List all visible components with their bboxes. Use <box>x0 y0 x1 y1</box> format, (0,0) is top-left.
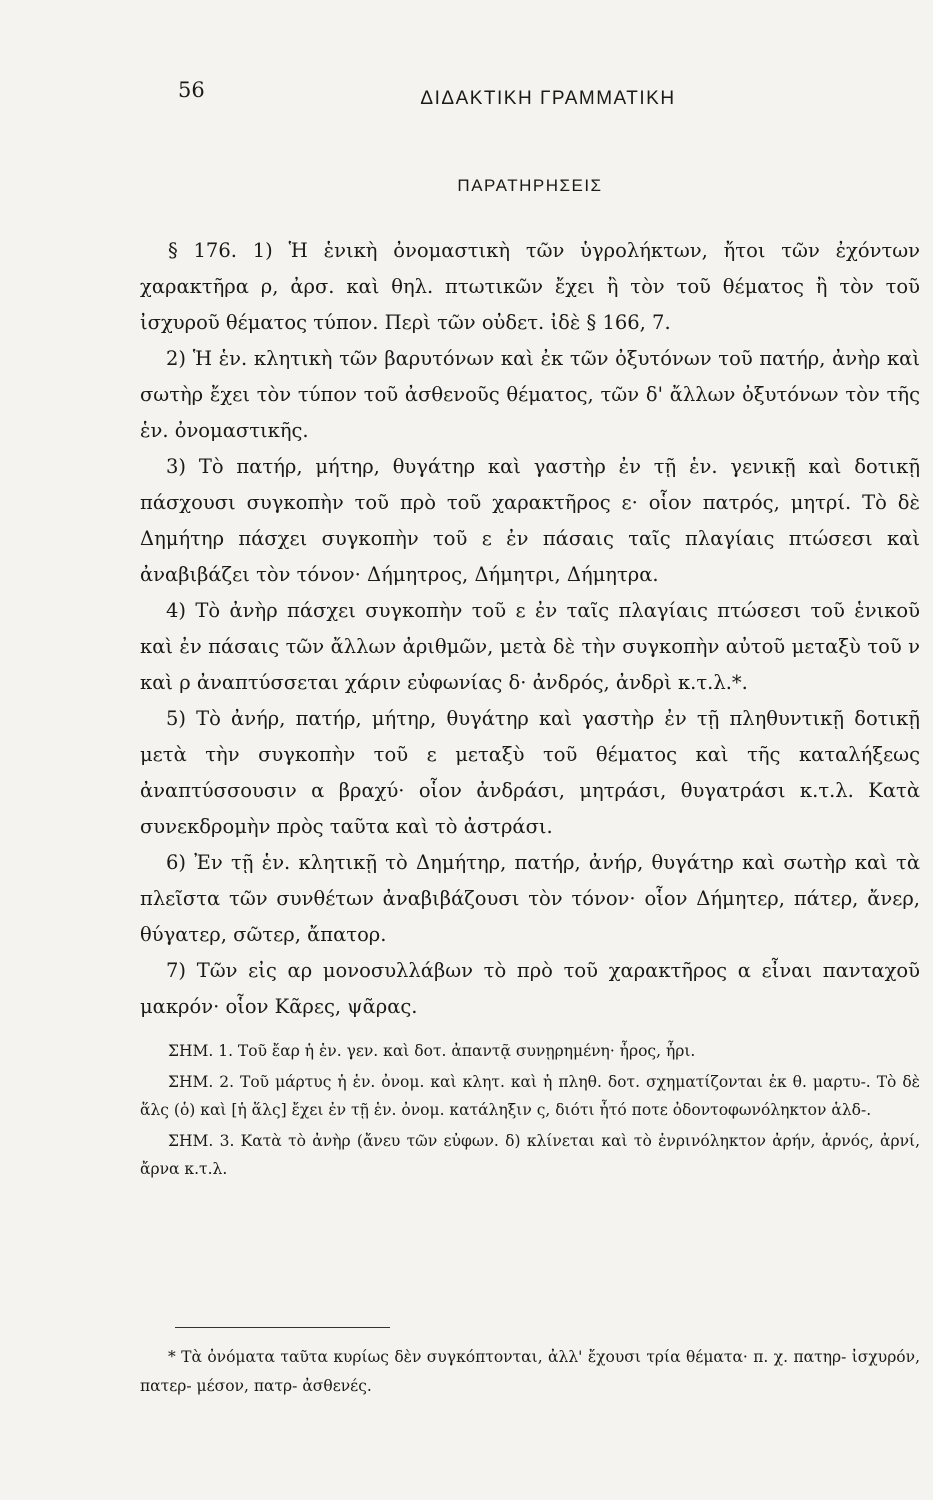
running-head <box>178 78 918 118</box>
note-1: ΣΗΜ. 1. Τοῦ ἔαρ ἡ ἑν. γεν. καὶ δοτ. ἀπαντᾷ συνῃρημένη· ἦρος, ἦρι. <box>168 1042 696 1060</box>
running-title: ΔΙΔΑΚΤΙΚΗ ΓΡΑΜΜΑΤΙΚΗ <box>420 88 676 109</box>
footnote: * Τὰ ὀνόματα ταῦτα κυρίως δὲν συγκόπτονται, ἀλλ' ἔχουσι τρία θέματα· π. χ. πατηρ- ἰσχυρόν, πατερ- μέσον, πατρ- ἀσθενές. <box>140 1348 920 1395</box>
section-heading: ΠΑΡΑΤΗΡΗΣΕΙΣ <box>457 176 603 195</box>
body-text <box>140 233 920 1186</box>
paragraph-5: 5) Τὸ ἀνήρ, πατήρ, μήτηρ, θυγάτηρ καὶ γαστὴρ ἐν τῇ πληθυντικῇ δοτικῇ μετὰ τὴν συγκοπὴν τοῦ ε μεταξὺ τοῦ θέματος καὶ τῆς καταλήξεως ἀναπτύσσουσιν α βραχύ· οἷον ἀνδράσι, μητράσι, θυγατράσι κ.τ.λ. Κατὰ συνεκδρομὴν πρὸς ταῦτα καὶ τὸ ἀστράσι. <box>140 707 920 838</box>
paragraph-176-1: § 176. 1) Ἡ ἑνικὴ ὀνομαστικὴ τῶν ὑγρολήκτων, ἤτοι τῶν ἐχόντων χαρακτῆρα ρ, ἀρσ. καὶ θηλ. πτωτικῶν ἔχει ἢ τὸν τοῦ θέματος ἢ τὸν τοῦ ἰσχυροῦ θέματος τύπον. Περὶ τῶν οὐδετ. ἰδὲ § 166, 7. <box>140 239 920 334</box>
note-3: ΣΗΜ. 3. Κατὰ τὸ ἀνὴρ (ἄνευ τῶν εὐφων. δ) κλίνεται καὶ τὸ ἐνρινόληκτον ἀρήν, ἀρνός, ἀρνί, ἄρνα κ.τ.λ. <box>140 1132 920 1178</box>
footnote-rule <box>175 1327 390 1328</box>
paragraph-3: 3) Τὸ πατήρ, μήτηρ, θυγάτηρ καὶ γαστὴρ ἐν τῇ ἑν. γενικῇ καὶ δοτικῇ πάσχουσι συγκοπὴν τοῦ πρὸ τοῦ χαρακτῆρος ε· οἷον πατρός, μητρί. Τὸ δὲ Δημήτηρ πάσχει συγκοπὴν τοῦ ε ἐν πάσαις ταῖς πλαγίαις πτώσεσι καὶ ἀναβιβάζει τὸν τόνον· Δήμητρος, Δήμητρι, Δήμητρα. <box>140 455 920 586</box>
paragraph-7: 7) Τῶν εἰς αρ μονοσυλλάβων τὸ πρὸ τοῦ χαρακτῆρος α εἶναι πανταχοῦ μακρόν· οἷον Κᾶρες, ψᾶρας. <box>140 959 920 1018</box>
note-2: ΣΗΜ. 2. Τοῦ μάρτυς ἡ ἑν. ὀνομ. καὶ κλητ. καὶ ἡ πληθ. δοτ. σχηματίζονται ἐκ θ. μαρτυ-. Τὸ δὲ ἅλς (ὁ) καὶ [ἡ ἅλς] ἔχει ἐν τῇ ἑν. ὀνομ. κατάληξιν ς, διότι ἦτό ποτε ὀδοντοφωνόληκτον ἁλδ-. <box>140 1073 920 1119</box>
notes-section <box>140 1037 920 1183</box>
paragraph-4: 4) Τὸ ἀνὴρ πάσχει συγκοπὴν τοῦ ε ἐν ταῖς πλαγίαις πτώσεσι τοῦ ἑνικοῦ καὶ ἐν πάσαις τῶν ἄλλων ἀριθμῶν, μετὰ δὲ τὴν συγκοπὴν αὐτοῦ μεταξὺ τοῦ ν καὶ ρ ἀναπτύσσεται χάριν εὐφωνίας δ· ἀνδρός, ἀνδρὶ κ.τ.λ.*. <box>140 599 920 694</box>
page-number: 56 <box>178 78 205 102</box>
paragraph-6: 6) Ἐν τῇ ἑν. κλητικῇ τὸ Δημήτηρ, πατήρ, ἀνήρ, θυγάτηρ καὶ σωτὴρ καὶ τὰ πλεῖστα τῶν συνθέτων ἀναβιβάζουσι τὸν τόνον· οἷον Δήμητερ, πάτερ, ἄνερ, θύγατερ, σῶτερ, ἄπατορ. <box>140 851 920 946</box>
paragraph-2: 2) Ἡ ἑν. κλητικὴ τῶν βαρυτόνων καὶ ἐκ τῶν ὀξυτόνων τοῦ πατήρ, ἀνὴρ καὶ σωτὴρ ἔχει τὸν τύπον τοῦ ἀσθενοῦς θέματος, τῶν δ' ἄλλων ὀξυτόνων τὸν τῆς ἑν. ὀνομαστικῆς. <box>140 347 920 442</box>
